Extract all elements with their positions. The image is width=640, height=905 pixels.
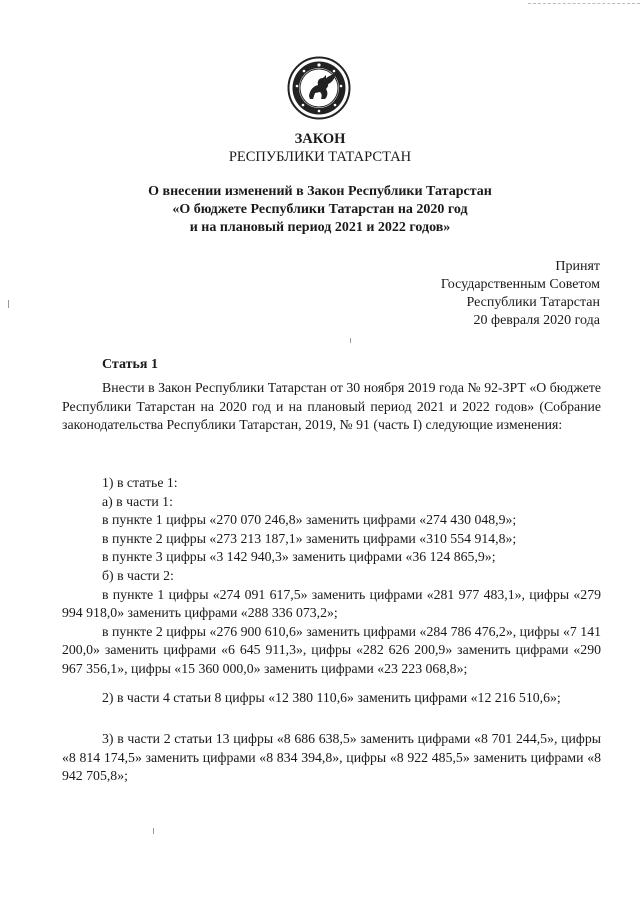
adoption-line: Принят [555,259,600,274]
item-1 [62,474,601,679]
subject-line: «О бюджете Республики Татарстан на 2020 год [172,202,468,217]
scan-mark [153,828,154,834]
item-1-paragraph: в пункте 2 цифры «276 900 610,6» заменить цифрами «284 786 476,2», цифры «7 141 200,0» заменить цифрами «6 645 911,3», цифры «282 626 200,9» заменить цифрами «290 967 356,1», цифры «15 360 000,0» заменить цифрами «23 223 068,8»; [62,623,601,676]
item-3 [62,730,601,786]
adoption-block [441,258,600,330]
adoption-line: Республики Татарстан [466,295,600,310]
adoption-date: 20 февраля 2020 года [473,313,600,328]
intro-paragraph [62,379,601,435]
item-1-line: в пункте 3 цифры «3 142 940,3» заменить цифрами «36 124 865,9»; [102,549,496,565]
scan-mark [8,300,9,308]
law-label: ЗАКОН [294,131,346,147]
coat-of-arms-tatarstan-icon [287,56,351,120]
republic-name: РЕСПУБЛИКИ ТАТАРСТАН [228,149,412,165]
item-1-paragraph: в пункте 1 цифры «274 091 617,5» заменить цифрами «281 977 483,1», цифры «279 994 918,0» заменить цифрами «288 336 073,2»; [62,586,601,621]
article-title: Статья 1 [102,357,158,372]
item-3-text: 3) в части 2 статьи 13 цифры «8 686 638,5» заменить цифрами «8 701 244,5», цифры «8 814 174,5» заменить цифрами «8 834 394,8», цифры «8 922 485,5» заменить цифрами «8 942 705,8»; [62,731,601,784]
law-subject [60,183,580,237]
scan-top-rule [528,3,640,4]
item-1-heading: 1) в статье 1: [102,475,178,490]
item-2 [62,689,601,708]
item-1-subheading: а) в части 1: [102,493,173,509]
intro-text: Внести в Закон Республики Татарстан от 30 ноября 2019 года № 92-ЗРТ «О бюджете Республики Татарстан на 2020 год и на плановый период 2021 и 2022 годов» (Собрание законодательства Республики Татарстан, 2019, № 91 (часть I) следующие изменения: [62,380,601,433]
adoption-line: Государственным Советом [440,277,600,292]
item-1-line: в пункте 2 цифры «273 213 187,1» заменить цифрами «310 554 914,8»; [102,530,517,546]
item-1-subheading: б) в части 2: [102,567,174,583]
subject-line: и на плановый период 2021 и 2022 годов» [189,220,451,235]
scan-mark [350,338,351,343]
subject-line: О внесении изменений в Закон Республики Татарстан [148,184,492,199]
item-2-text: 2) в части 4 статьи 8 цифры «12 380 110,6» заменить цифрами «12 216 510,6»; [102,690,561,705]
item-1-line: в пункте 1 цифры «270 070 246,8» заменить цифрами «274 430 048,9»; [102,512,517,528]
